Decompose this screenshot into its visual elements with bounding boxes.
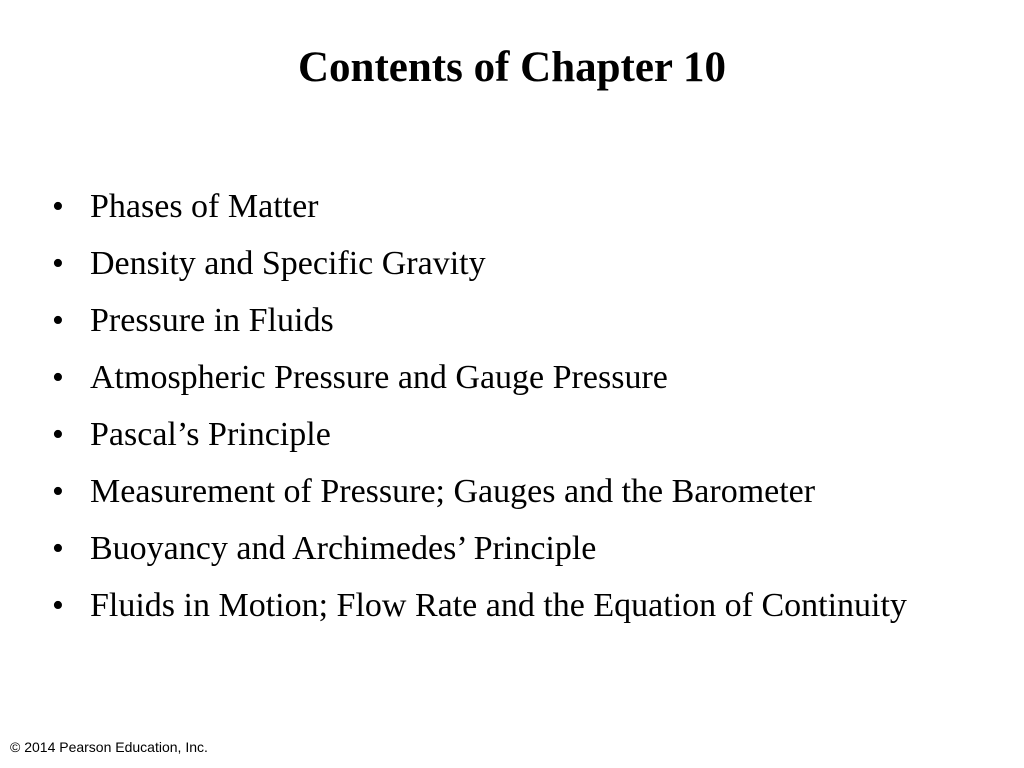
list-item (52, 183, 982, 231)
list-item-text: Density and Specific Gravity (90, 245, 486, 282)
contents-list (52, 183, 982, 639)
slide-title: Contents of Chapter 10 (297, 44, 726, 91)
bullet-icon: • (52, 530, 64, 567)
list-item (52, 297, 982, 345)
list-item (52, 582, 982, 630)
list-item-text: Pressure in Fluids (90, 302, 334, 339)
bullet-icon: • (52, 587, 64, 624)
list-item-text: Measurement of Pressure; Gauges and the Barometer (90, 473, 816, 510)
bullet-icon: • (52, 416, 64, 453)
list-item (52, 354, 982, 402)
list-item (52, 525, 982, 573)
list-item (52, 240, 982, 288)
list-item (52, 411, 982, 459)
list-item (52, 468, 982, 516)
list-item-text: Pascal’s Principle (90, 416, 331, 453)
bullet-icon: • (52, 302, 64, 339)
bullet-icon: • (52, 188, 64, 225)
copyright-footer: © 2014 Pearson Education, Inc. (10, 739, 208, 755)
list-item-text: Phases of Matter (90, 188, 319, 225)
list-item-text: Atmospheric Pressure and Gauge Pressure (90, 359, 668, 396)
list-item-text: Buoyancy and Archimedes’ Principle (90, 530, 597, 567)
bullet-icon: • (52, 245, 64, 282)
bullet-icon: • (52, 473, 64, 510)
list-item-text: Fluids in Motion; Flow Rate and the Equation of Continuity (90, 587, 907, 624)
bullet-icon: • (52, 359, 64, 396)
